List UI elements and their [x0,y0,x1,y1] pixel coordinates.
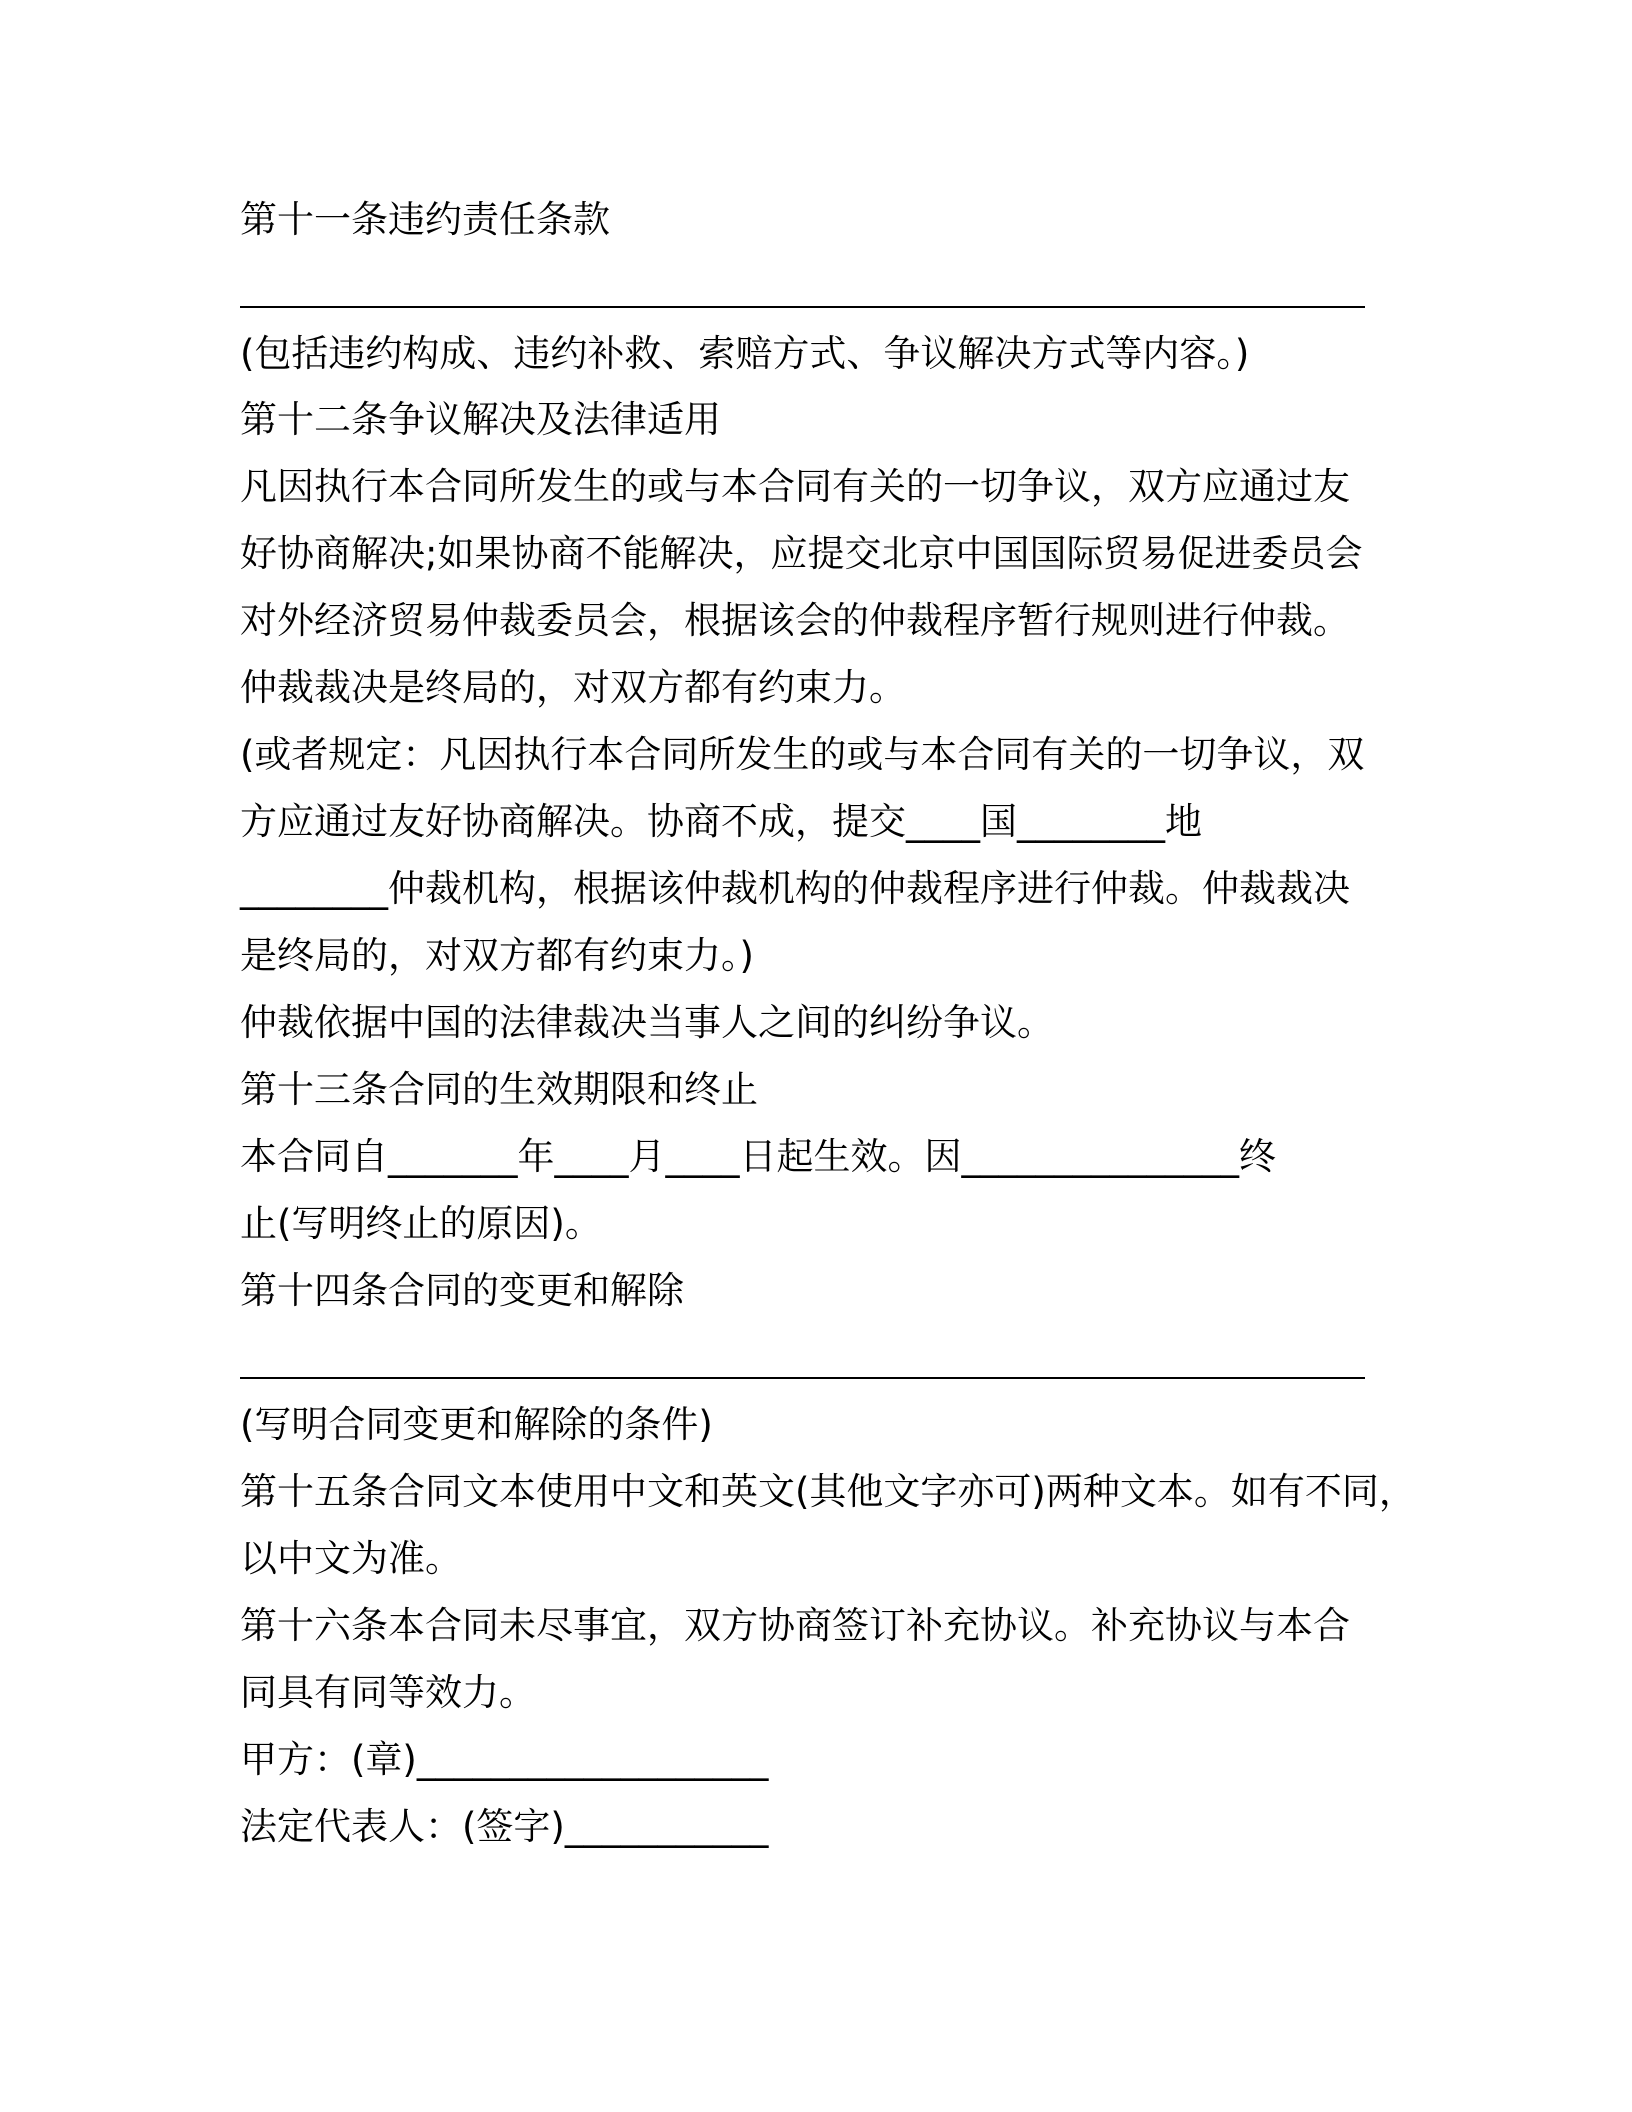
paragraph-line: (或者规定：凡因执行本合同所发生的或与本合同有关的一切争议，双 [240,733,1365,776]
article-14-heading: 第十四条合同的变更和解除 [240,1269,684,1312]
paragraph-line: 本合同自_______年____月____日起生效。因_______________终 [240,1135,1276,1178]
party-a-seal-line: 甲方：(章)___________________ [240,1738,769,1781]
article-13-heading: 第十三条合同的生效期限和终止 [240,1068,758,1111]
paragraph-line: 方应通过友好协商解决。协商不成，提交____国________地 [240,800,1202,843]
paragraph-line: 对外经济贸易仲裁委员会，根据该会的仲裁程序暂行规则进行仲裁。 [240,599,1350,642]
paragraph-line: 以中文为准。 [240,1537,462,1580]
blank-fill-line [240,1377,1365,1379]
paragraph-line: 凡因执行本合同所发生的或与本合同有关的一切争议，双方应通过友 [240,465,1350,508]
paragraph-line: 止(写明终止的原因)。 [240,1202,602,1245]
article-16-line: 第十六条本合同未尽事宜，双方协商签订补充协议。补充协议与本合 [240,1604,1350,1647]
paragraph-line: ________仲裁机构，根据该仲裁机构的仲裁程序进行仲裁。仲裁裁决 [240,867,1350,910]
article-11-heading: 第十一条违约责任条款 [240,198,610,241]
paragraph-line: 仲裁裁决是终局的，对双方都有约束力。 [240,666,906,709]
paragraph-line: 是终局的，对双方都有约束力。) [240,934,754,977]
article-14-note: (写明合同变更和解除的条件) [240,1403,713,1446]
legal-rep-signature-line: 法定代表人：(签字)___________ [240,1805,769,1848]
article-15-line: 第十五条合同文本使用中文和英文(其他文字亦可)两种文本。如有不同， [240,1470,1416,1513]
paragraph-line: 同具有同等效力。 [240,1671,536,1714]
blank-fill-line [240,306,1365,308]
article-12-heading: 第十二条争议解决及法律适用 [240,398,721,441]
article-11-note: (包括违约构成、违约补救、索赔方式、争议解决方式等内容。) [240,332,1250,375]
paragraph-line: 好协商解决;如果协商不能解决，应提交北京中国国际贸易促进委员会 [240,532,1363,575]
paragraph-line: 仲裁依据中国的法律裁决当事人之间的纠纷争议。 [240,1001,1054,1044]
